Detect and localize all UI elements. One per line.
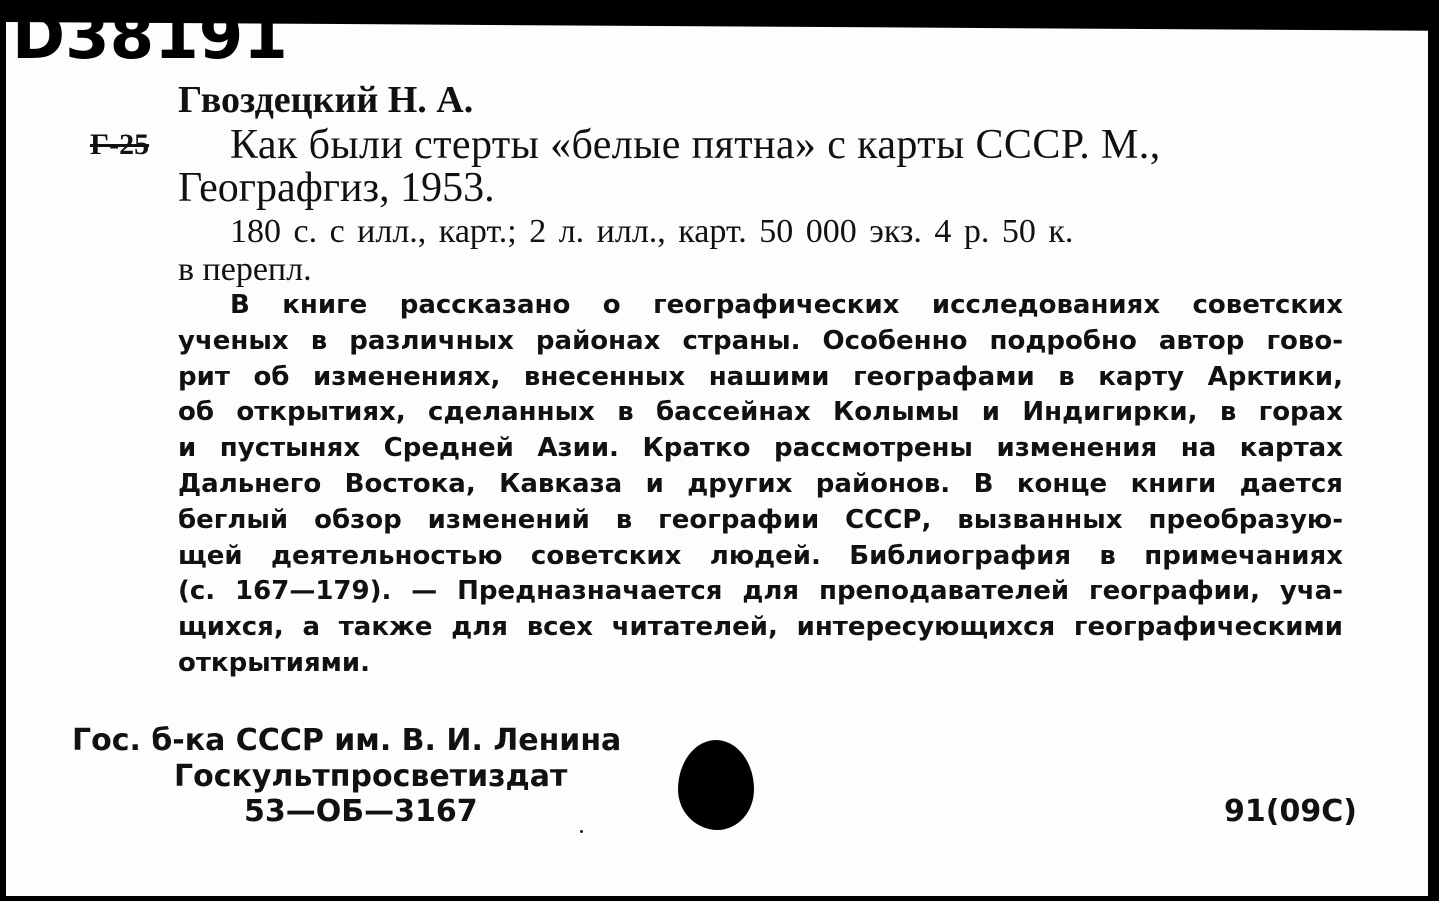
physical-description-line-1: 180 с. с илл., карт.; 2 л. илл., карт. 50 000 экз. 4 р. 50 к. — [230, 213, 1074, 250]
annotation-line: и пустынях Средней Азии. Кратко рассмотрены изменения на картах — [178, 433, 1343, 464]
punch-hole — [678, 740, 754, 830]
title-line-2: Географгиз, 1953. — [178, 165, 495, 211]
card-number: 53—ОБ—3167 — [244, 794, 478, 829]
annotation-line: щихся, а также для всех читателей, интересующихся географическими — [178, 612, 1343, 643]
annotation-line: (с. 167—179). — Предназначается для преподавателей географии, уча- — [178, 576, 1343, 607]
annotation-line: щей деятельностью советских людей. Библиография в примечаниях — [178, 540, 1343, 571]
annotation-paragraph — [178, 288, 1343, 682]
author-heading: Гвоздецкий Н. А. — [178, 79, 474, 121]
physical-description-line-2: в перепл. — [178, 251, 312, 288]
ink-speck — [580, 830, 583, 833]
classification-code: 91(09С) — [1224, 794, 1357, 829]
title-line-1: Как были стерты «белые пятна» с карты СССР. М., — [230, 122, 1161, 168]
annotation-line: беглый обзор изменений в географии СССР, вызванных преобразую- — [178, 504, 1343, 535]
annotation-line: Дальнего Востока, Кавказа и других районов. В конце книги дается — [178, 468, 1343, 499]
publisher-imprint: Госкультпросветиздат — [174, 759, 568, 794]
library-imprint: Гос. б-ка СССР им. В. И. Ленина — [72, 723, 622, 758]
annotation-line: рит об изменениях, внесенных нашими географами в карту Арктики, — [178, 361, 1343, 392]
annotation-line: В книге рассказано о географических исследованиях советских — [230, 290, 1343, 320]
annotation-line: открытиями. — [178, 647, 371, 678]
shelf-mark: Г-25 — [90, 128, 150, 161]
annotation-line: об открытиях, сделанных в бассейнах Колымы и Индигирки, в горах — [178, 397, 1343, 428]
annotation-line: ученых в различных районах страны. Особенно подробно автор гово- — [178, 325, 1343, 356]
call-number-stamp: D38191 — [12, 0, 288, 74]
